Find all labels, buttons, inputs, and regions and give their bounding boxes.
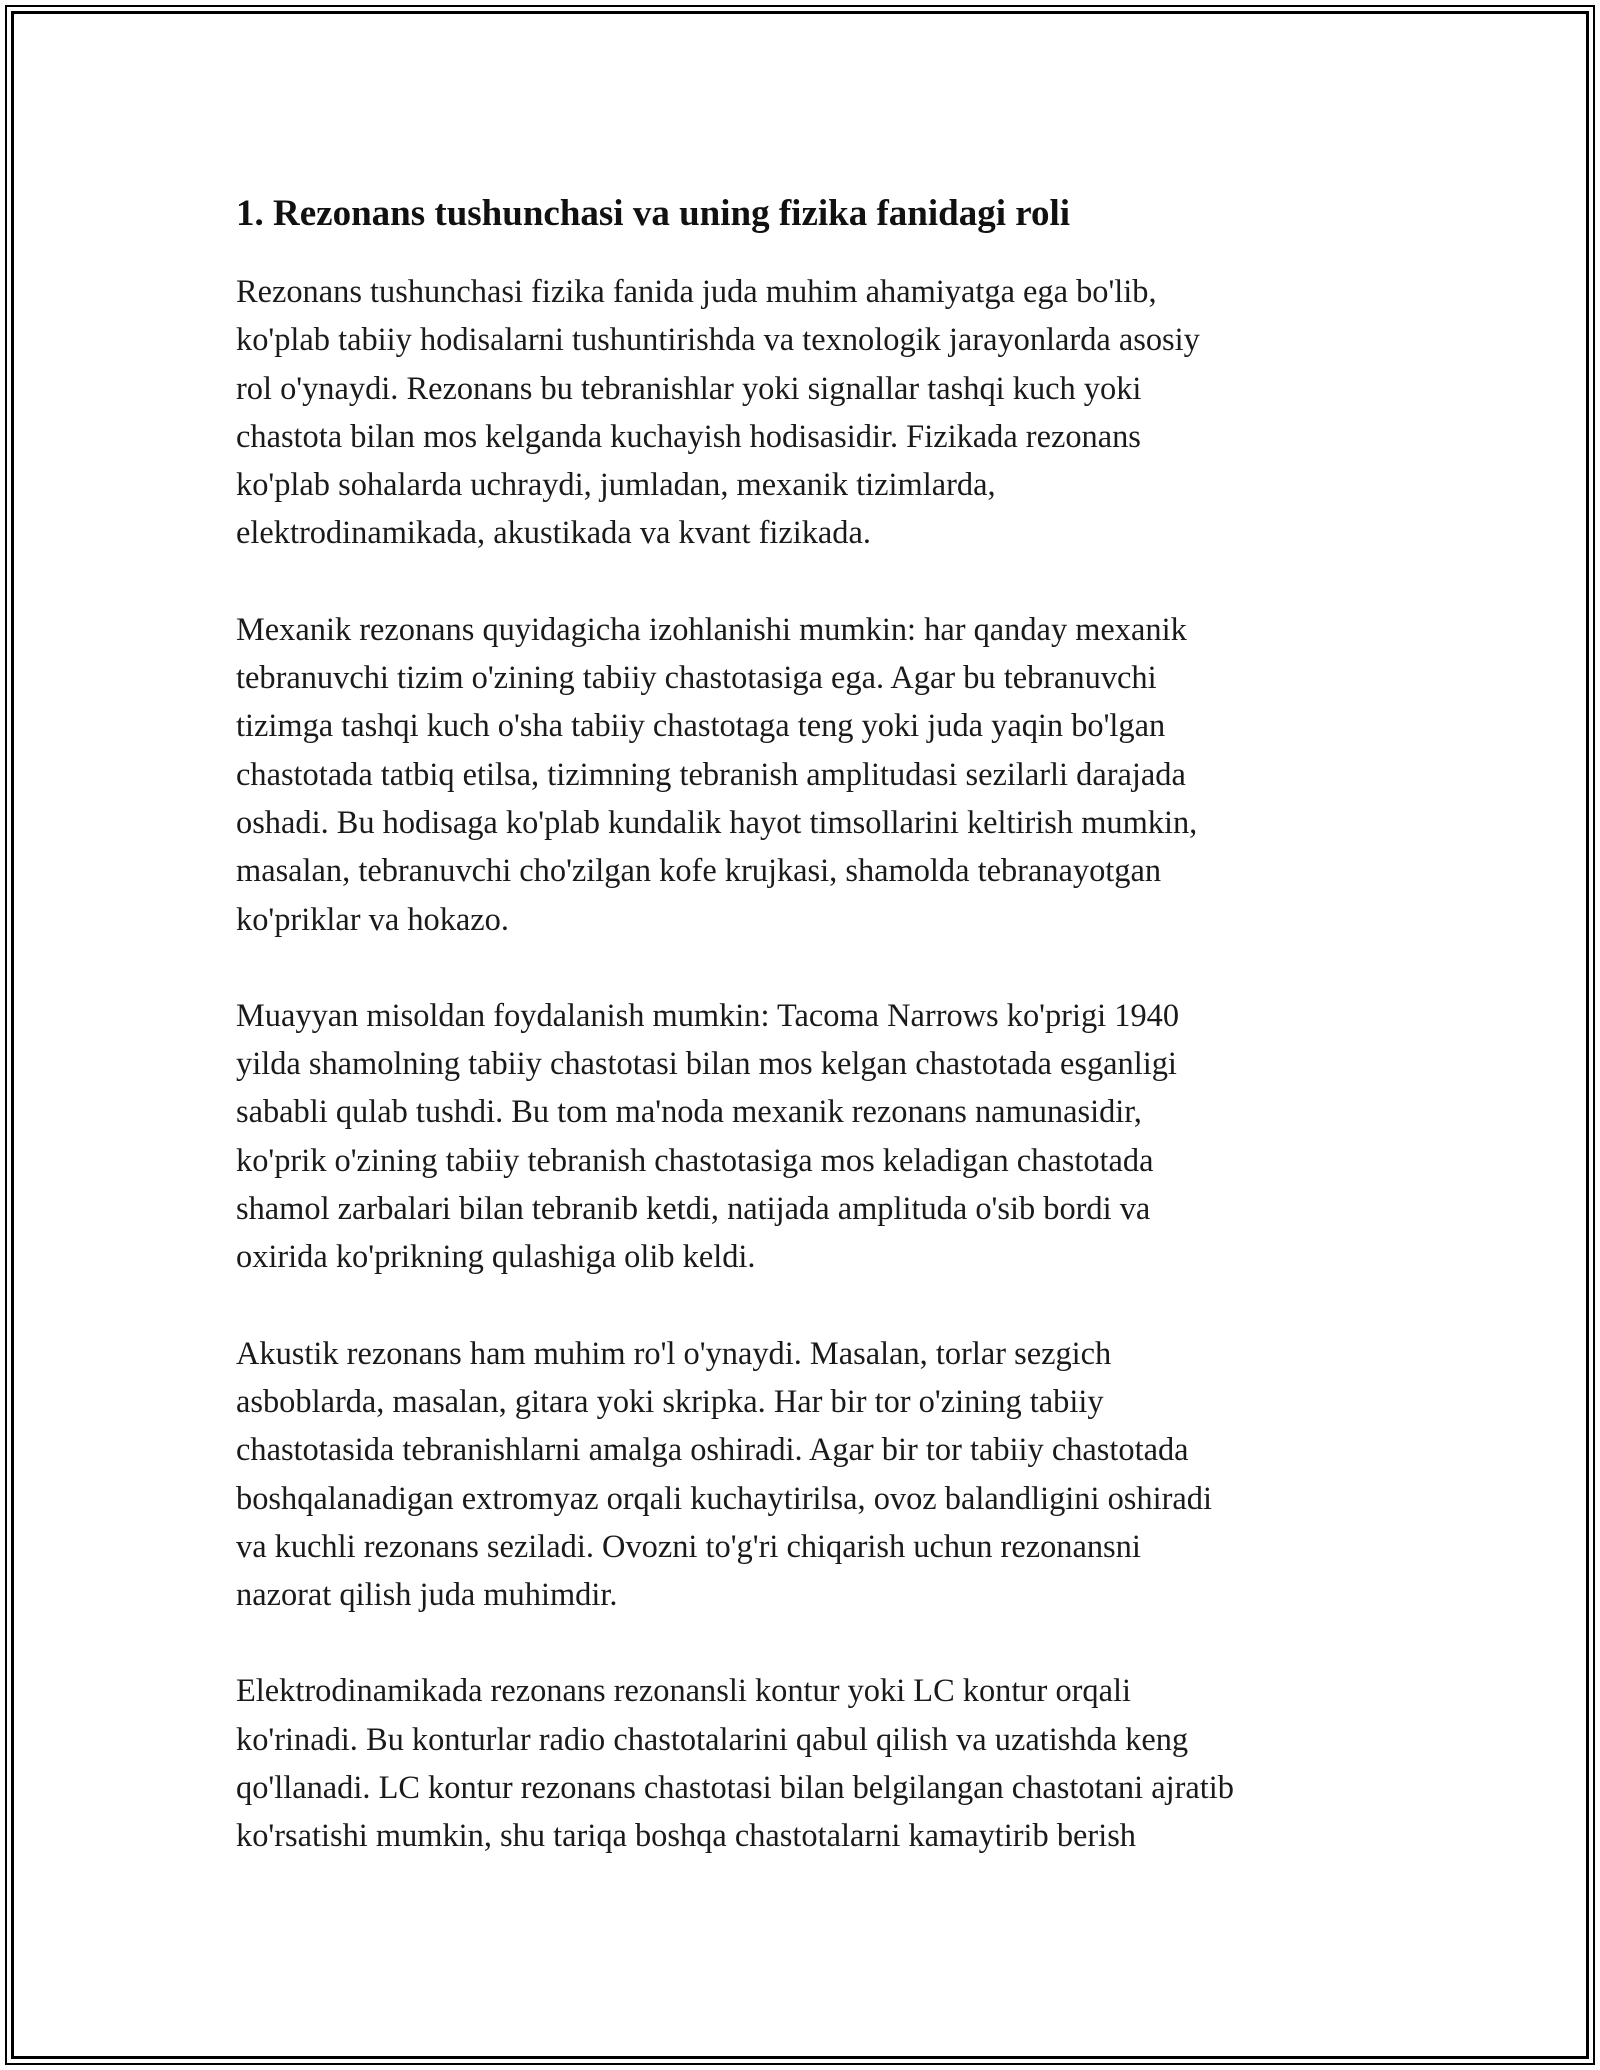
- body-paragraph: [236, 992, 1376, 1282]
- paragraph-line: ko'priklar va hokazo.: [236, 901, 509, 938]
- paragraph-line: asboblarda, masalan, gitara yoki skripka. Har bir tor o'zining tabiiy: [236, 1383, 1104, 1420]
- body-paragraph: [236, 1667, 1376, 1860]
- paragraph-line: Akustik rezonans ham muhim ro'l o'ynaydi. Masalan, torlar sezgich: [236, 1335, 1112, 1372]
- paragraph-line: ko'prik o'zining tabiiy tebranish chastotasiga mos keladigan chastotada: [236, 1142, 1154, 1179]
- paragraph-line: tebranuvchi tizim o'zining tabiiy chastotasiga ega. Agar bu tebranuvchi: [236, 660, 1157, 697]
- paragraph-line: chastotasida tebranishlarni amalga oshiradi. Agar bir tor tabiiy chastotada: [236, 1432, 1189, 1469]
- document-body: [236, 186, 1376, 1861]
- paragraph-line: masalan, tebranuvchi cho'zilgan kofe krujkasi, shamolda tebranayotgan: [236, 853, 1162, 890]
- paragraph-line: chastotada tatbiq etilsa, tizimning tebranish amplitudasi sezilarli darajada: [236, 756, 1186, 793]
- paragraph-line: sababli qulab tushdi. Bu tom ma'noda mexanik rezonans namunasidir,: [236, 1094, 1142, 1131]
- paragraph-line: tizimga tashqi kuch o'sha tabiiy chastotaga teng yoki juda yaqin bo'lgan: [236, 708, 1166, 745]
- paragraph-line: ko'plab sohalarda uchraydi, jumladan, mexanik tizimlarda,: [236, 467, 996, 504]
- body-paragraph: [236, 268, 1376, 558]
- paragraph-line: shamol zarbalari bilan tebranib ketdi, natijada amplituda o'sib bordi va: [236, 1191, 1151, 1228]
- paragraph-line: Mexanik rezonans quyidagicha izohlanishi mumkin: har qanday mexanik: [236, 611, 1187, 648]
- paragraph-line: boshqalanadigan extromyaz orqali kuchaytirilsa, ovoz balandligini oshiradi: [236, 1480, 1212, 1517]
- paragraph-line: ko'plab tabiiy hodisalarni tushuntirishda va texnologik jarayonlarda asosiy: [236, 322, 1200, 359]
- paragraph-line: oxirida ko'prikning qulashiga olib keldi.: [236, 1239, 756, 1276]
- paragraph-line: Muayyan misoldan foydalanish mumkin: Tacoma Narrows ko'prigi 1940: [236, 997, 1180, 1034]
- body-paragraph: [236, 1330, 1376, 1620]
- paragraph-line: elektrodinamikada, akustikada va kvant fizikada.: [236, 515, 871, 552]
- paragraph-line: rol o'ynaydi. Rezonans bu tebranishlar yoki signallar tashqi kuch yoki: [236, 370, 1142, 407]
- paragraph-line: Elektrodinamikada rezonans rezonansli kontur yoki LC kontur orqali: [236, 1673, 1131, 1710]
- body-paragraph: [236, 606, 1376, 944]
- section-heading: 1. Rezonans tushunchasi va uning fizika fanidagi roli: [236, 193, 1071, 234]
- paragraph-line: nazorat qilish juda muhimdir.: [236, 1577, 618, 1614]
- paragraph-line: yilda shamolning tabiiy chastotasi bilan mos kelgan chastotada esganligi: [236, 1046, 1177, 1083]
- paragraph-line: Rezonans tushunchasi fizika fanida juda muhim ahamiyatga ega bo'lib,: [236, 274, 1157, 310]
- paragraph-line: chastota bilan mos kelganda kuchayish hodisasidir. Fizikada rezonans: [236, 418, 1141, 455]
- paragraph-line: ko'rinadi. Bu konturlar radio chastotalarini qabul qilish va uzatishda keng: [236, 1721, 1189, 1758]
- paragraph-list: [236, 268, 1376, 1861]
- paragraph-line: va kuchli rezonans seziladi. Ovozni to'g'ri chiqarish uchun rezonansni: [236, 1528, 1141, 1565]
- paragraph-line: qo'llanadi. LC kontur rezonans chastotasi bilan belgilangan chastotani ajratib: [236, 1770, 1234, 1807]
- paragraph-line: ko'rsatishi mumkin, shu tariqa boshqa chastotalarni kamaytirib berish: [236, 1818, 1136, 1855]
- paragraph-line: oshadi. Bu hodisaga ko'plab kundalik hayot timsollarini keltirish mumkin,: [236, 804, 1198, 841]
